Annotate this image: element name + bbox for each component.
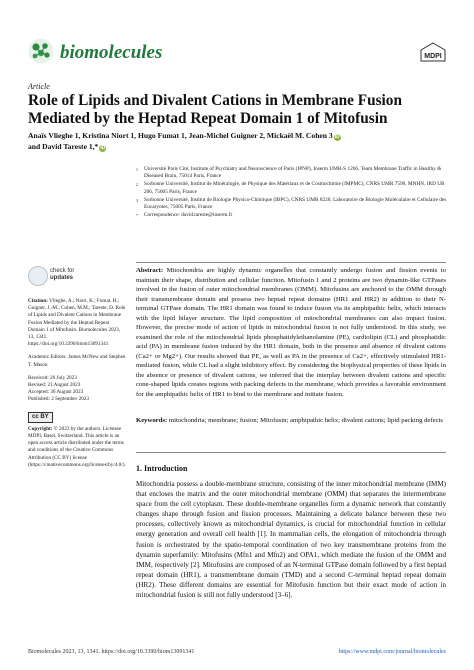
correspondence-text[interactable]: Correspondence: david.tareste@inserm.fr <box>144 212 233 219</box>
abstract-text: Mitochondria are highly dynamic organelles that constantly undergo fusion and fission events to maintain their shape, distribution and cellular function. Mitofusin 1 and 2 proteins are two dynamin-like GTPases involved in the fusion of outer mitochondrial membranes (OMM). Mitofusins are anchored to the OMM through their transmembrane domain and possess two heptad repeat domains (HR1 and HR2) in addition to their N-terminal GTPase domain. The HR1 domain was found to induce fusion via its amphipathic helix, which interacts with the lipid bilayer structure. The lipid composition of mitochondrial membranes can also impact fusion. However, the precise mode of action of lipids in mitochondrial fusion is not fully understood. In this study, we examined the role of the mitochondrial lipids phosphatidylethanolamine (PE), cardiolipin (CL) and phosphatidic acid (PA) in membrane fusion induced by the HR1 domain, both in the presence and absence of divalent cations (Ca2+ or Mg2+). Our results showed that PE, as well as PA in the presence of Ca2+, effectively stimulated HR1-mediated fusion, while CL had a slight inhibitory effect. By considering the biophysical properties of these lipids in the absence or presence of divalent cations, we inferred that the interplay between divalent cations and specific cone-shaped lipids creates regions with packing defects in the membrane, which provides a favorable environment for the amphipathic helix of HR1 to bind to the membrane and initiate fusion. <box>136 267 446 398</box>
editors-names: James McNew and Stephen T. Mason <box>28 354 126 368</box>
footer-citation[interactable]: Biomolecules 2023, 13, 1341. https://doi.org/10.3390/biom13091341 <box>28 649 195 655</box>
accepted-date: Accepted: 30 August 2023 <box>28 389 84 396</box>
affiliation-mark: 3 <box>136 197 138 203</box>
section-heading: 1. Introduction <box>136 464 188 473</box>
citation-block <box>28 298 126 348</box>
affiliations <box>136 166 452 220</box>
affiliation-2 <box>136 181 452 195</box>
cc-by-license-icon[interactable]: cc BY <box>28 412 53 423</box>
affiliation-text: Université Paris Cité, Institute of Psychiatry and Neuroscience of Paris (IPNP), Inserm UMR-S 1266, Team Membrane Traffic in Healthy & Diseased Brain, 75014 Paris, France <box>144 166 442 180</box>
affiliation-text: Sorbonne Université, Institut de Biologie Physico-Chimique (IBPC), CNRS UMR 8226, Laboratoire de Biologie Moléculaire et Cellulaire des Eucaryotes, 75005 Paris, France <box>144 196 447 211</box>
dates-block <box>28 375 126 404</box>
author-list <box>28 130 448 152</box>
keywords <box>136 416 446 426</box>
abstract-top-rule <box>136 262 446 263</box>
affiliation-mark: 1 <box>136 167 138 172</box>
abstract-label: Abstract: <box>136 267 164 274</box>
mdpi-logo-icon[interactable] <box>420 42 446 62</box>
affiliation-3 <box>136 197 452 211</box>
author-line-2 <box>28 141 448 152</box>
citation-label: Citation: <box>28 298 48 304</box>
authors-second-line[interactable]: and David Tareste 1,* <box>28 142 99 151</box>
published-date: Published: 2 September 2023 <box>28 396 89 403</box>
introduction-text: Mitochondria possess a double-membrane structure, consisting of the inner mitochondrial membrane (IMM) that encloses the matrix and the outer mitochondrial membrane (OMM) that separates the intermembrane space from the cell cytoplasm. These double-membrane organelles form a dynamic network that constantly changes shape through fusion and fission processes. Maintaining a delicate balance between these two processes, collectively known as mitochondrial dynamics, is crucial for mitochondrial function in cellular energy generation and overall cell health [1]. In mammalian cells, the elongation of mitochondria through fusion is orchestrated by the spatio-temporal coordination of two key transmembrane proteins from the dynamin superfamily: Mitofusins (Mfn1 and Mfn2) and OPA1, which mediate the fusion of the OMM and IMM, respectively [2]. Mitofusins are composed of an N-terminal GTPase domain followed by a first heptad repeat domain (HR1), a transmembrane domain (TMD) and a second C-terminal heptad repeat domain (HR2). These different domains are essential for Mitofusin function but their exact mode of action in mitochondrial fusion is still not fully understood [3–6]. <box>136 480 446 600</box>
author-line-1 <box>28 130 448 141</box>
abstract-bottom-rule <box>136 452 446 453</box>
footer-journal-link[interactable]: https://www.mdpi.com/journal/biomolecules <box>338 649 446 655</box>
orcid-icon[interactable]: iD <box>100 145 106 151</box>
article-sidebar <box>28 298 126 475</box>
affiliation-text: Sorbonne Université, Institut de Minéralogie, de Physique des Matériaux et de Cosmochimie (IMPMC), CNRS UMR 7590, MNHN, IRD UR 206, 75005 Paris, France <box>144 181 445 195</box>
revised-date: Revised: 21 August 2023 <box>28 382 81 389</box>
editors-label: Academic Editors: <box>28 354 67 361</box>
copyright-text: © 2023 by the authors. Licensee MDPI, Basel, Switzerland. This article is an open access article distributed under the terms and conditions of the Creative Commons Attribution (CC BY) license (https://creativecommons.org/licenses/by/4.0/). <box>28 425 126 468</box>
journal-name: biomolecules <box>60 42 163 63</box>
orcid-icon[interactable]: iD <box>334 134 340 140</box>
check-line-1: check for <box>50 268 75 274</box>
affiliation-1 <box>136 166 452 180</box>
keywords-label: Keywords: <box>136 417 168 424</box>
keywords-text: mitochondria; membrane; fusion; Mitofusin; amphipathic helix; divalent cations; lipid packing defects <box>168 417 444 424</box>
check-for-updates[interactable] <box>28 265 98 287</box>
correspondence <box>136 212 452 219</box>
authors-first-line[interactable]: Anaïs Vlieghe 1, Kristina Niort 1, Hugo Fumat 1, Jean-Michel Guigner 2, Mickaël M. Cohen 3 <box>28 131 333 140</box>
mdpi-logo-text: MDPI <box>424 53 442 60</box>
check-line-2: updates <box>50 275 74 281</box>
editors-block <box>28 354 126 368</box>
biomolecules-logo-icon <box>28 38 54 64</box>
citation-text: Vlieghe, A.; Niort, K.; Fumat, H.; Guigner, J.-M.; Cohen, M.M.; Tareste, D. Role of Lipids and Divalent Cations in Membrane Fusion Mediated by the Heptad Repeat Domain 1 of Mitofusin. Biomolecules 2023, 13, 1341. https://doi.org/10.3390/biom13091341 <box>28 298 126 348</box>
affiliation-mark: 2 <box>136 182 138 188</box>
copyright-block <box>28 426 126 469</box>
article-type: Article <box>28 82 50 91</box>
affiliation-mark: * <box>136 213 138 219</box>
copyright-label: Copyright: <box>28 425 53 432</box>
check-for-updates-icon <box>28 266 48 286</box>
abstract <box>136 266 446 399</box>
article-title: Role of Lipids and Divalent Cations in Membrane Fusion Mediated by the Heptad Repeat Domain 1 of Mitofusin <box>28 92 402 127</box>
received-date: Received: 26 July 2023 <box>28 374 77 381</box>
